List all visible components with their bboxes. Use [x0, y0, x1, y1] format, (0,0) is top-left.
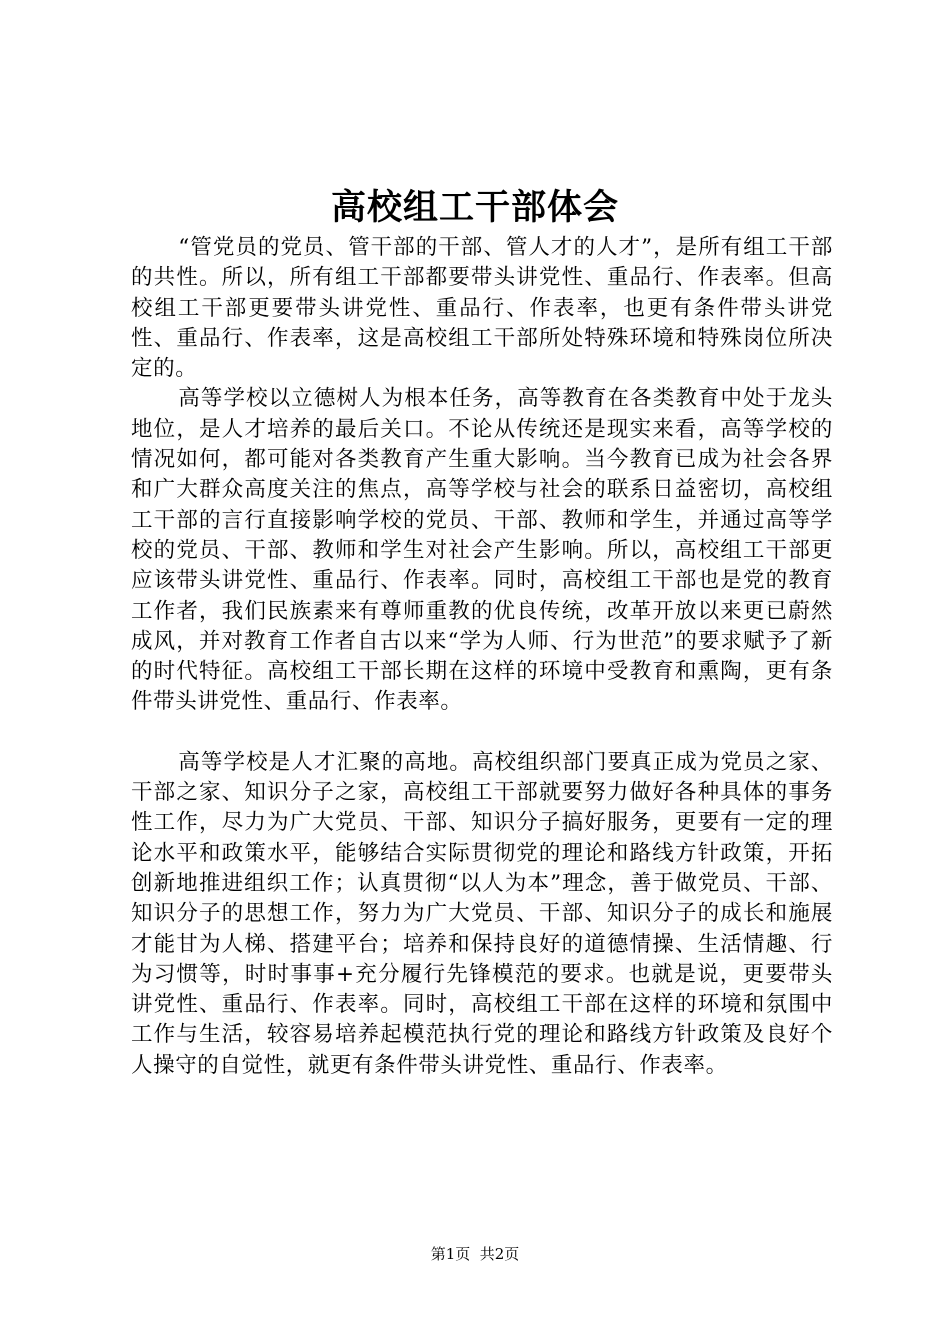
paragraph-1: “管党员的党员、管干部的干部、管人才的人才”，是所有组工干部的共性。所以，所有组工干部都要带头讲党性、重品行、作表率。但高校组工干部更要带头讲党性、重品行、作表率，也更有条件带头讲党性、重品行、作表率，这是高校组工干部所处特殊环境和特殊岗位所决定的。 [131, 235, 833, 382]
paragraph-2: 高等学校以立德树人为根本任务，高等教育在各类教育中处于龙头地位，是人才培养的最后关口。不论从传统还是现实来看，高等学校的情况如何，都可能对各类教育产生重大影响。当今教育已成为社会各界和广大群众高度关注的焦点，高等学校与社会的联系日益密切，高校组工干部的言行直接影响学校的党员、干部、教师和学生，并通过高等学校的党员、干部、教师和学生对社会产生影响。所以，高校组工干部更应该带头讲党性、重品行、作表率。同时，高校组工干部也是党的教育工作者，我们民族素来有尊师重教的优良传统，改革开放以来更已蔚然成风，并对教育工作者自古以来“学为人师、行为世范”的要求赋予了新的时代特征。高校组工干部长期在这样的环境中受教育和熏陶，更有条件带头讲党性、重品行、作表率。 [131, 386, 833, 715]
page-number-footer: 第1页 共2页 [430, 1245, 520, 1263]
paragraph-3: 高等学校是人才汇聚的高地。高校组织部门要真正成为党员之家、干部之家、知识分子之家，高校组工干部就要努力做好各种具体的事务性工作，尽力为广大党员、干部、知识分子搞好服务，更要有一定的理论水平和政策水平，能够结合实际贯彻党的理论和路线方针政策，开拓创新地推进组织工作；认真贯彻“以人为本”理念，善于做党员、干部、知识分子的思想工作，努力为广大党员、干部、知识分子的成长和施展才能甘为人梯、搭建平台；培养和保持良好的道德情操、生活情趣、行为习惯等，时时事事+充分履行先锋模范的要求。也就是说，更要带头讲党性、重品行、作表率。同时，高校组工干部在这样的环境和氛围中工作与生活，较容易培养起模范执行党的理论和路线方针政策及良好个人操守的自觉性，就更有条件带头讲党性、重品行、作表率。 [131, 749, 833, 1078]
document-body [131, 233, 833, 1081]
document-title: 高校组工干部体会 [330, 187, 619, 228]
